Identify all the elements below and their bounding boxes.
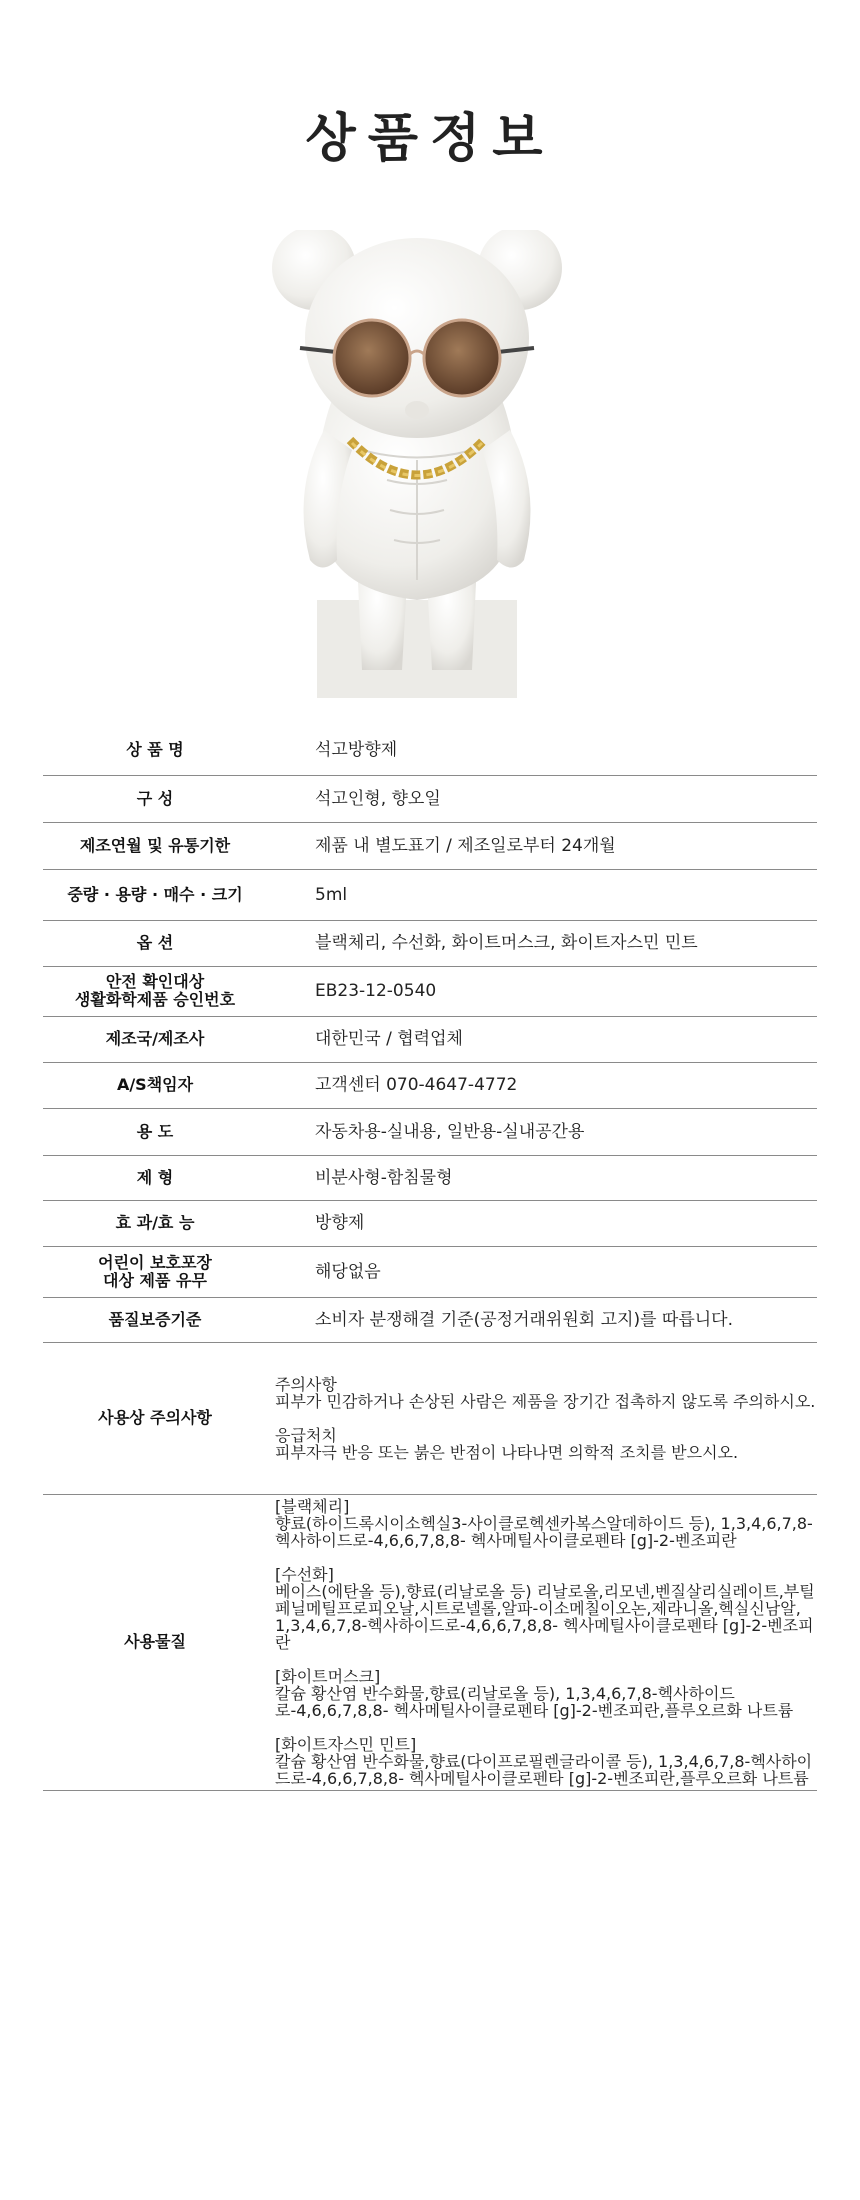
spec-label: 제조국/제조사	[43, 1016, 267, 1062]
ingredient-name: [블랙체리]	[275, 1496, 350, 1516]
spec-row-child-packaging	[43, 1246, 817, 1297]
spec-label	[43, 1246, 267, 1297]
spec-label: 용 도	[43, 1108, 267, 1155]
spec-value: 블랙체리, 수선화, 화이트머스크, 화이트자스민 민트	[267, 920, 817, 966]
spec-value: EB23-12-0540	[267, 966, 817, 1016]
caution-paragraph	[275, 1376, 817, 1410]
spec-row-composition	[43, 775, 817, 822]
spec-row-expiry	[43, 822, 817, 869]
spec-row-ingredients	[43, 1494, 817, 1790]
page-title: 상품정보	[305, 109, 555, 169]
caution-block	[267, 1342, 817, 1494]
ingredient-name: [수선화]	[275, 1564, 334, 1584]
ingredient-name: [화이트자스민 민트]	[275, 1734, 417, 1754]
spec-row-usage	[43, 1108, 817, 1155]
caution-text: 피부가 민감하거나 손상된 사람은 제품을 장기간 접촉하지 않도록 주의하시오.	[275, 1391, 816, 1411]
spec-row-options	[43, 920, 817, 966]
spec-row-as-contact	[43, 1062, 817, 1108]
spec-table	[43, 726, 817, 1791]
caution-heading: 주의사항	[275, 1374, 337, 1394]
spec-row-form	[43, 1155, 817, 1200]
spec-value: 석고인형, 향오일	[267, 775, 817, 822]
spec-value: 해당없음	[267, 1246, 817, 1297]
spec-row-safety-approval	[43, 966, 817, 1016]
spec-label-line: 대상 제품 유무	[103, 1270, 207, 1290]
ingredient-item	[275, 1566, 817, 1651]
ingredient-text: 칼슘 황산염 반수화물,향료(다이프로필렌글라이콜 등), 1,3,4,6,7,8-헥사하이드로-4,6,6,7,8,8- 헥사메틸사이클로펜타 [g]-2-벤조피란,플루오르화 나트륨	[275, 1751, 813, 1788]
spec-label: 옵 션	[43, 920, 267, 966]
spec-value: 대한민국 / 협력업체	[267, 1016, 817, 1062]
spec-row-effect	[43, 1200, 817, 1246]
spec-row-quality-standard	[43, 1297, 817, 1342]
ingredient-text: 향료(하이드록시이소헥실3-사이클로헥센카복스알데하이드 등), 1,3,4,6,7,8-헥사하이드로-4,6,6,7,8,8- 헥사메틸사이클로펜타 [g]-2-벤조피란	[275, 1513, 813, 1550]
ingredient-text: 칼슘 황산염 반수화물,향료(리날로올 등), 1,3,4,6,7,8-헥사하이드로-4,6,6,7,8,8- 헥사메틸사이클로펜타 [g]-2-벤조피란,플루오르화 나트륨	[275, 1683, 794, 1720]
spec-value: 비분사형-함침물형	[267, 1155, 817, 1200]
spec-value: 자동차용-실내용, 일반용-실내공간용	[267, 1108, 817, 1155]
spec-value: 제품 내 별도표기 / 제조일로부터 24개월	[267, 822, 817, 869]
spec-row-product-name	[43, 726, 817, 775]
spec-label-line: 안전 확인대상	[105, 972, 205, 991]
spec-label: 효 과/효 능	[43, 1200, 267, 1246]
spec-label: 제 형	[43, 1155, 267, 1200]
spec-label: 상 품 명	[43, 726, 267, 775]
spec-value: 고객센터 070-4647-4772	[267, 1062, 817, 1108]
ingredients-block	[267, 1494, 817, 1790]
ingredient-text: 베이스(에탄올 등),향료(리날로올 등) 리날로올,리모넨,벤질살리실레이트,부틸페닐메틸프로피오날,시트로넬롤,알파-이소메칠이오논,제라니올,헥실신남알, 1,3,4,6,7,8-헥사하이드로-4,6,6,7,8,8- 헥사메틸사이클로펜타 [g]-2-벤조피란	[275, 1581, 815, 1652]
spec-label: 구 성	[43, 775, 267, 822]
spec-label	[43, 966, 267, 1016]
spec-row-caution	[43, 1342, 817, 1494]
spec-value: 소비자 분쟁해결 기준(공정거래위원회 고지)를 따릅니다.	[267, 1297, 817, 1342]
spec-label: 사용상 주의사항	[43, 1342, 267, 1494]
spec-label: A/S책임자	[43, 1062, 267, 1108]
spec-label: 품질보증기준	[43, 1297, 267, 1342]
spec-value: 방향제	[267, 1200, 817, 1246]
ingredient-item	[275, 1668, 817, 1719]
product-image	[262, 230, 572, 698]
spec-row-manufacturer	[43, 1016, 817, 1062]
first-aid-heading: 응급처치	[275, 1425, 337, 1445]
ingredient-item	[275, 1498, 817, 1549]
spec-label: 사용물질	[43, 1494, 267, 1790]
first-aid-paragraph	[275, 1427, 817, 1461]
spec-label: 제조연월 및 유통기한	[43, 822, 267, 869]
ingredient-item	[275, 1736, 817, 1787]
spec-row-capacity	[43, 869, 817, 920]
first-aid-text: 피부자극 반응 또는 붉은 반점이 나타나면 의학적 조치를 받으시오.	[275, 1442, 739, 1462]
spec-label: 중량 · 용량 · 매수 · 크기	[43, 869, 267, 920]
spec-label-line: 생활화학제품 승인번호	[74, 990, 236, 1009]
spec-value: 석고방향제	[267, 726, 817, 775]
ingredient-name: [화이트머스크]	[275, 1666, 381, 1686]
spec-value: 5ml	[267, 869, 817, 920]
spec-label-line: 어린이 보호포장	[98, 1252, 212, 1272]
